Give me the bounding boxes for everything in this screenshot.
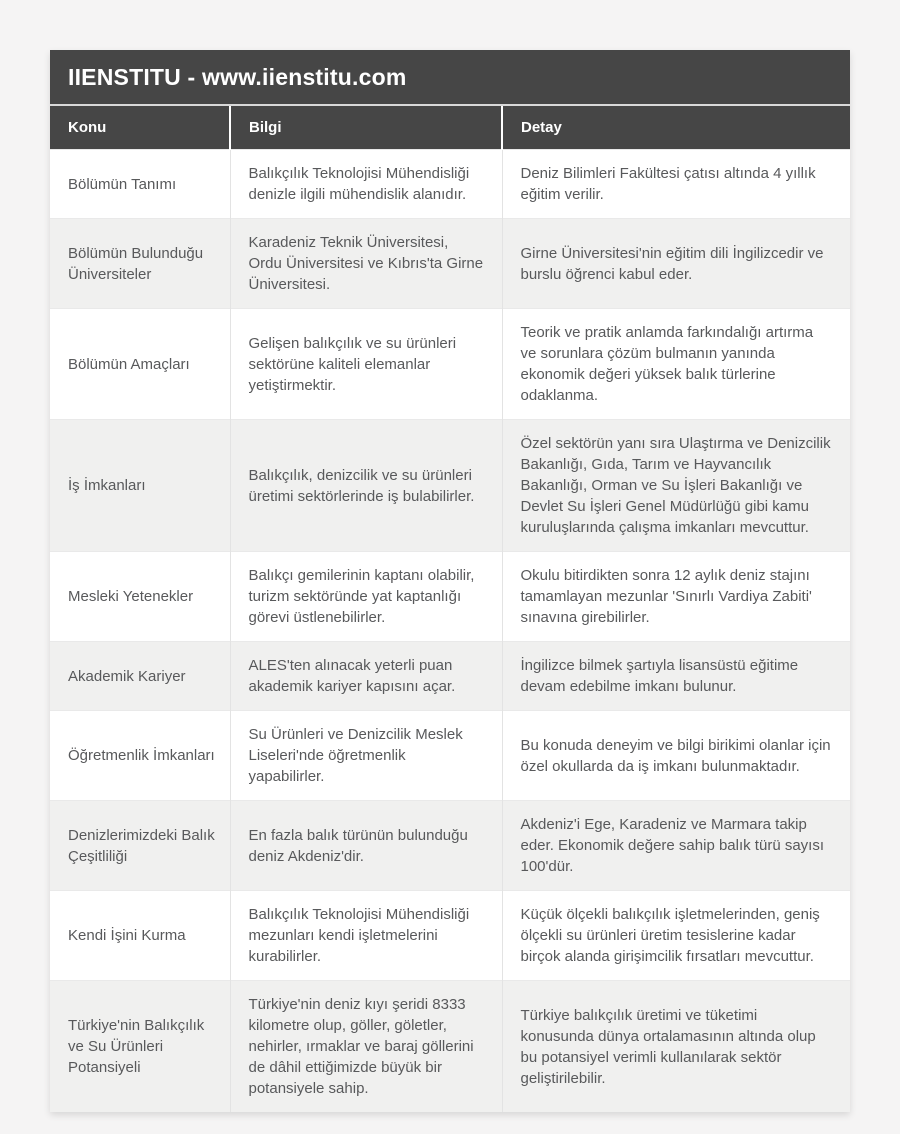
cell-konu: Denizlerimizdeki Balık Çeşitliliği — [50, 801, 230, 891]
cell-detay: Teorik ve pratik anlamda farkındalığı artırma ve sorunlara çözüm bulmanın yanında ekonomik değeri yüksek balık türlerine odaklanma. — [502, 309, 850, 420]
cell-bilgi: Gelişen balıkçılık ve su ürünleri sektörüne kaliteli elemanlar yetiştirmektir. — [230, 309, 502, 420]
cell-konu: Türkiye'nin Balıkçılık ve Su Ürünleri Potansiyeli — [50, 981, 230, 1113]
table-row — [50, 801, 850, 891]
cell-detay: Türkiye balıkçılık üretimi ve tüketimi konusunda dünya ortalamasının altında olup bu potansiyel verimli kullanılarak sektör geliştirilebilir. — [502, 981, 850, 1113]
cell-konu: Bölümün Amaçları — [50, 309, 230, 420]
table-body — [50, 150, 850, 1113]
info-table-card — [50, 50, 850, 1112]
cell-bilgi: Balıkçılık Teknolojisi Mühendisliği denizle ilgili mühendislik alanıdır. — [230, 150, 502, 219]
cell-konu: Bölümün Bulunduğu Üniversiteler — [50, 219, 230, 309]
table-title: IIENSTITU - www.iienstitu.com — [50, 50, 850, 106]
table-row — [50, 891, 850, 981]
cell-bilgi: Türkiye'nin deniz kıyı şeridi 8333 kilometre olup, göller, göletler, nehirler, ırmaklar ve baraj göllerini de dâhil ettiğimizde büyük bir potansiyele sahip. — [230, 981, 502, 1113]
table-row — [50, 711, 850, 801]
cell-bilgi: Balıkçılık Teknolojisi Mühendisliği mezunları kendi işletmelerini kurabilirler. — [230, 891, 502, 981]
table-row — [50, 642, 850, 711]
cell-detay: Deniz Bilimleri Fakültesi çatısı altında 4 yıllık eğitim verilir. — [502, 150, 850, 219]
table-row — [50, 552, 850, 642]
column-header-bilgi: Bilgi — [230, 106, 502, 150]
cell-detay: Bu konuda deneyim ve bilgi birikimi olanlar için özel okullarda da iş imkanı bulunmaktadır. — [502, 711, 850, 801]
column-header-detay: Detay — [502, 106, 850, 150]
cell-bilgi: En fazla balık türünün bulunduğu deniz Akdeniz'dir. — [230, 801, 502, 891]
cell-detay: Özel sektörün yanı sıra Ulaştırma ve Denizcilik Bakanlığı, Gıda, Tarım ve Hayvancılık Bakanlığı, Orman ve Su İşleri Bakanlığı ve Devlet Su İşleri Genel Müdürlüğü gibi kamu kuruluşlarında çalışma imkanları mevcuttur. — [502, 420, 850, 552]
cell-konu: Akademik Kariyer — [50, 642, 230, 711]
column-header-konu: Konu — [50, 106, 230, 150]
cell-konu: Bölümün Tanımı — [50, 150, 230, 219]
cell-bilgi: ALES'ten alınacak yeterli puan akademik kariyer kapısını açar. — [230, 642, 502, 711]
table-row — [50, 981, 850, 1113]
cell-detay: İngilizce bilmek şartıyla lisansüstü eğitime devam edebilme imkanı bulunur. — [502, 642, 850, 711]
table-row — [50, 150, 850, 219]
cell-detay: Girne Üniversitesi'nin eğitim dili İngilizcedir ve burslu öğrenci kabul eder. — [502, 219, 850, 309]
cell-bilgi: Su Ürünleri ve Denizcilik Meslek Liseleri'nde öğretmenlik yapabilirler. — [230, 711, 502, 801]
cell-detay: Akdeniz'i Ege, Karadeniz ve Marmara takip eder. Ekonomik değere sahip balık türü sayısı 100'dür. — [502, 801, 850, 891]
cell-konu: Mesleki Yetenekler — [50, 552, 230, 642]
table-row — [50, 309, 850, 420]
cell-detay: Okulu bitirdikten sonra 12 aylık deniz stajını tamamlayan mezunlar 'Sınırlı Vardiya Zabiti' sınavına girebilirler. — [502, 552, 850, 642]
cell-bilgi: Karadeniz Teknik Üniversitesi, Ordu Üniversitesi ve Kıbrıs'ta Girne Üniversitesi. — [230, 219, 502, 309]
cell-konu: Kendi İşini Kurma — [50, 891, 230, 981]
cell-bilgi: Balıkçı gemilerinin kaptanı olabilir, turizm sektöründe yat kaptanlığı görevi üstlenebilirler. — [230, 552, 502, 642]
cell-detay: Küçük ölçekli balıkçılık işletmelerinden, geniş ölçekli su ürünleri üretim tesislerine kadar birçok alanda girişimcilik fırsatları mevcuttur. — [502, 891, 850, 981]
cell-bilgi: Balıkçılık, denizcilik ve su ürünleri üretimi sektörlerinde iş bulabilirler. — [230, 420, 502, 552]
cell-konu: Öğretmenlik İmkanları — [50, 711, 230, 801]
info-table — [50, 106, 850, 1112]
table-row — [50, 420, 850, 552]
cell-konu: İş İmkanları — [50, 420, 230, 552]
header-row — [50, 106, 850, 150]
table-row — [50, 219, 850, 309]
table-header — [50, 106, 850, 150]
